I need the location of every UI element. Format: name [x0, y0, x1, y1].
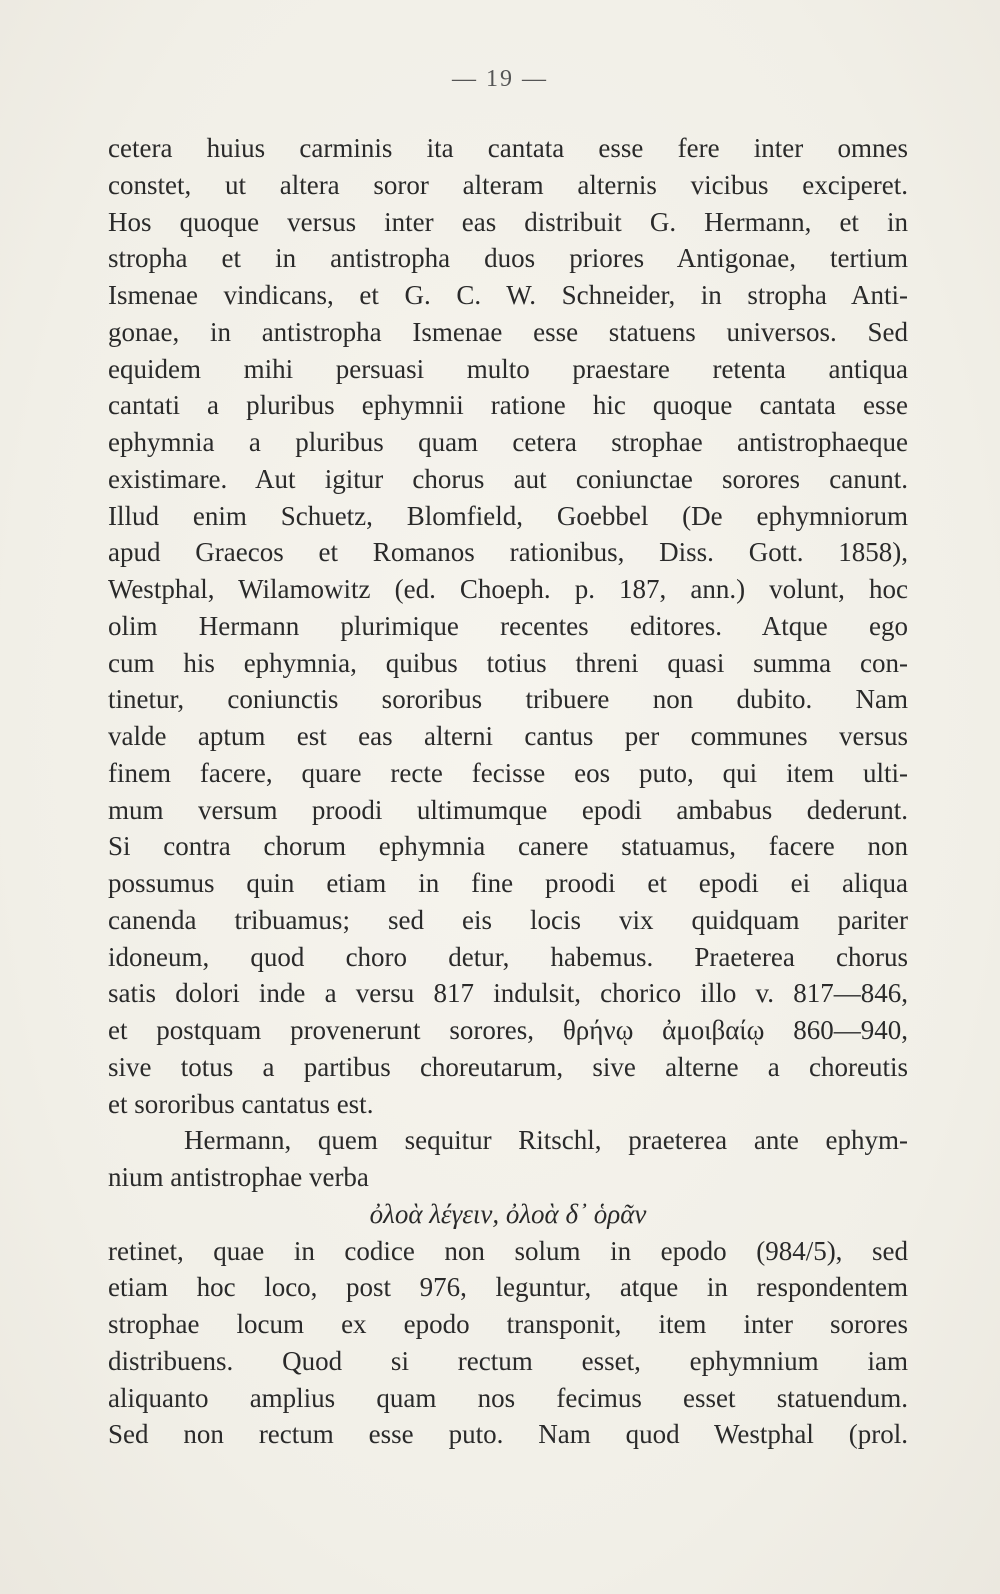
text-line: ephymnia a pluribus quam cetera strophae antistrophaeque	[108, 427, 908, 457]
text-line: idoneum, quod choro detur, habemus. Praeterea chorus	[108, 941, 908, 972]
text-line: Si contra chorum ephymnia canere statuamus, facere non	[108, 831, 908, 862]
text-line: equidem mihi persuasi multo praestare retenta antiqua	[108, 353, 908, 384]
text-line: Hos quoque versus inter eas distribuit G. Hermann, et in	[108, 206, 908, 237]
body-text	[108, 130, 908, 1453]
text-line: aliquanto amplius quam nos fecimus esset statuendum.	[108, 1382, 908, 1413]
greek-quotation: ὀλοὰ λέγειν, ὀλοὰ δ᾽ ὁρᾶν	[369, 1198, 647, 1229]
text-line: nium antistrophae verba	[108, 1162, 369, 1192]
text-line: etiam hoc loco, post 976, leguntur, atque in respondentem	[108, 1272, 908, 1303]
text-line: constet, ut altera soror alteram alternis vicibus exciperet.	[108, 169, 908, 200]
page-number: — 19 —	[452, 66, 548, 92]
text-line: sive totus a partibus choreutarum, sive alterne a choreutis	[108, 1051, 908, 1082]
text-line: Illud enim Schuetz, Blomfield, Goebbel (De ephymniorum	[108, 500, 908, 531]
text-line: valde aptum est eas alterni cantus per communes versus	[108, 721, 908, 751]
text-line: olim Hermann plurimique recentes editores. Atque ego	[108, 610, 908, 641]
text-line: et sororibus cantatus est.	[108, 1088, 374, 1119]
text-line: cetera huius carminis ita cantata esse fere inter omnes	[108, 133, 908, 163]
text-line: possumus quin etiam in fine proodi et epodi ei aliqua	[108, 868, 908, 898]
text-line: strophae locum ex epodo transponit, item inter sorores	[108, 1309, 908, 1339]
text-line: tinetur, coniunctis sororibus tribuere non dubito. Nam	[108, 684, 908, 715]
text-line: Ismenae vindicans, et G. C. W. Schneider, in stropha Anti-	[108, 280, 908, 310]
text-line: satis dolori inde a versu 817 indulsit, chorico illo v. 817—846,	[108, 978, 908, 1009]
text-line: gonae, in antistropha Ismenae esse statuens universos. Sed	[108, 316, 908, 347]
text-line: finem facere, quare recte fecisse eos puto, qui item ulti-	[108, 757, 908, 788]
text-line: apud Graecos et Romanos rationibus, Diss. Gott. 1858),	[108, 537, 908, 568]
text-line: Sed non rectum esse puto. Nam quod Westphal (prol.	[108, 1419, 908, 1450]
text-line: retinet, quae in codice non solum in epodo (984/5), sed	[108, 1235, 908, 1266]
text-line: distribuens. Quod si rectum esset, ephymnium iam	[108, 1345, 908, 1376]
text-line: et postquam provenerunt sorores, θρήνῳ ἀμοιβαίῳ 860—940,	[108, 1015, 908, 1045]
text-line: Hermann, quem sequitur Ritschl, praeterea ante ephym-	[184, 1125, 908, 1156]
text-line: stropha et in antistropha duos priores Antigonae, tertium	[108, 243, 908, 274]
text-line: existimare. Aut igitur chorus aut coniunctae sorores canunt.	[108, 463, 908, 494]
text-line: cum his ephymnia, quibus totius threni quasi summa con-	[108, 647, 908, 678]
text-line: cantati a pluribus ephymnii ratione hic quoque cantata esse	[108, 390, 908, 421]
text-line: canenda tribuamus; sed eis locis vix quidquam pariter	[108, 904, 908, 935]
text-line: Westphal, Wilamowitz (ed. Choeph. p. 187, ann.) volunt, hoc	[108, 574, 908, 604]
text-line: mum versum proodi ultimumque epodi ambabus dederunt.	[108, 794, 908, 825]
